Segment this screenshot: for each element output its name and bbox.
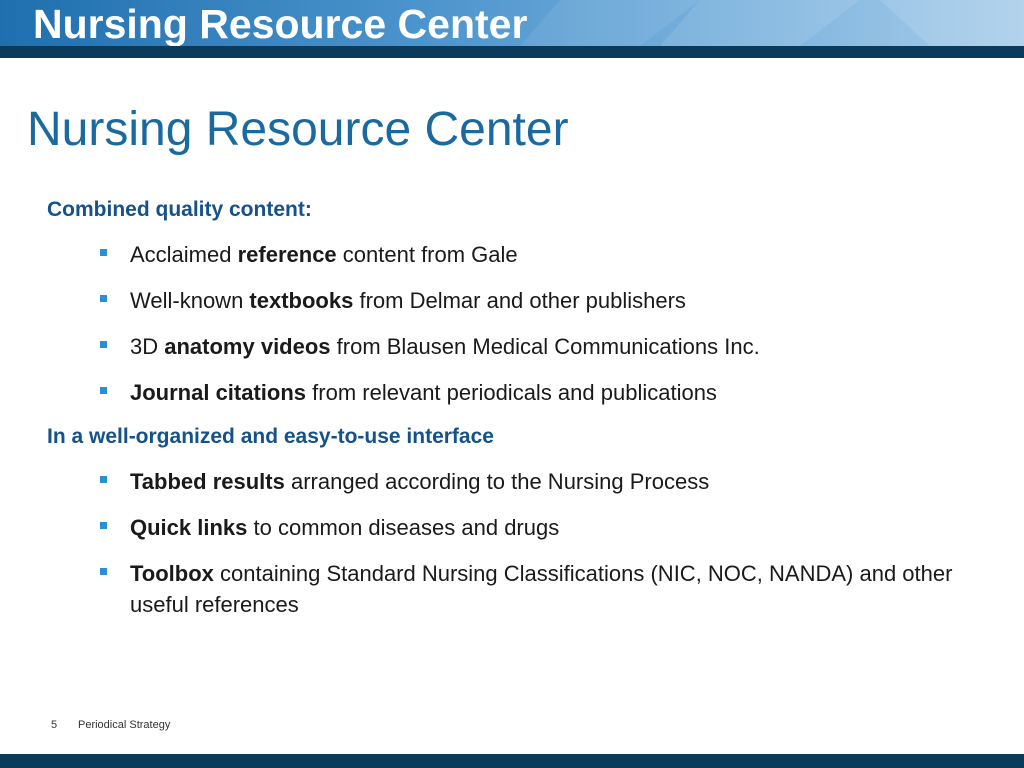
banner-title: Nursing Resource Center: [33, 1, 528, 46]
section-heading-interface: In a well-organized and easy-to-use interface: [47, 425, 494, 448]
square-bullet-icon: [100, 295, 107, 302]
page-number: 5: [51, 719, 58, 731]
square-bullet-icon: [100, 522, 107, 529]
slide-title: Nursing Resource Center: [27, 103, 569, 156]
bullet-item: Tabbed results arranged according to the Nursing Process: [47, 466, 1007, 497]
bullet-list-content: [47, 239, 1007, 408]
bullet-item: Journal citations from relevant periodicals and publications: [47, 377, 1007, 408]
footer: [51, 719, 170, 731]
square-bullet-icon: [100, 476, 107, 483]
square-bullet-icon: [100, 249, 107, 256]
bullet-item: Acclaimed reference content from Gale: [47, 239, 1007, 270]
bullet-item: Well-known textbooks from Delmar and other publishers: [47, 285, 1007, 316]
square-bullet-icon: [100, 341, 107, 348]
slide-content: [47, 196, 1007, 620]
banner-bar: [0, 46, 1024, 58]
bullet-item: Toolbox containing Standard Nursing Classifications (NIC, NOC, NANDA) and other useful references: [47, 558, 1007, 620]
square-bullet-icon: [100, 387, 107, 394]
bullet-item: Quick links to common diseases and drugs: [47, 512, 1007, 543]
section-heading-content: Combined quality content:: [47, 198, 312, 221]
bottom-bar: [0, 754, 1024, 768]
footer-label: Periodical Strategy: [78, 719, 171, 731]
header-banner: [0, 0, 1024, 46]
bullet-list-interface: [47, 466, 1007, 620]
square-bullet-icon: [100, 568, 107, 575]
bullet-item: 3D anatomy videos from Blausen Medical Communications Inc.: [47, 331, 1007, 362]
